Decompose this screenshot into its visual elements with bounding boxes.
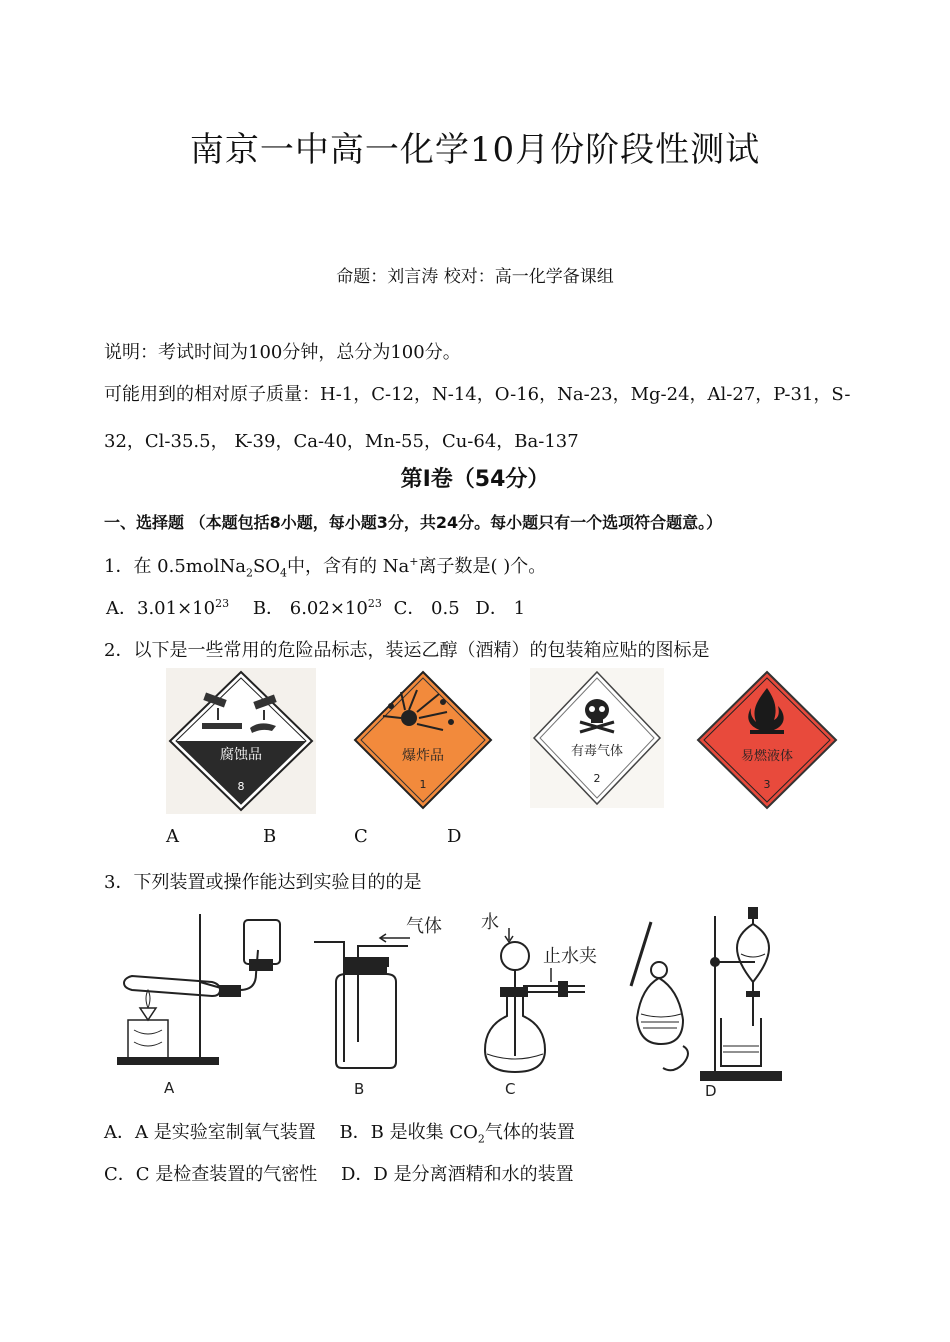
q1-suffix: 离子数是( )个。	[418, 556, 547, 577]
q3-options-row-2	[104, 1160, 574, 1186]
q3-option-b-prefix: B．B 是收集 CO	[339, 1122, 478, 1143]
fig-label-d: D	[705, 1082, 717, 1100]
instructions: 说明：考试时间为100分钟，总分为100分。	[104, 342, 461, 363]
explosive-sign	[351, 668, 495, 812]
fig-label-b: B	[354, 1080, 365, 1098]
apparatus-a	[108, 910, 288, 1100]
q1-sup-plus: +	[409, 555, 419, 568]
q1-sub-2: 2	[245, 566, 253, 580]
q1-sub-4: 4	[280, 566, 288, 580]
toxic-gas-number: 2	[593, 772, 601, 785]
apparatus-d	[625, 906, 790, 1101]
q1-option-b: B． 6.02×10	[252, 598, 368, 619]
fig-label-c: C	[505, 1080, 516, 1098]
q3-option-c: C．C 是检查装置的气密性	[104, 1164, 318, 1185]
q3-option-b-suffix: 气体的装置	[484, 1122, 575, 1143]
section-title: 第Ⅰ卷（54分）	[400, 467, 550, 492]
atomic-masses-line-1: 可能用到的相对原子质量：H-1，C-12，N-14，O-16，Na-23，Mg-24，Al-27，P-31，S-	[104, 384, 851, 405]
part-heading: 一、选择题 （本题包括8小题，每小题3分，共24分。每小题只有一个选项符合题意。）	[104, 513, 723, 532]
q2-letter-d: D	[447, 826, 462, 847]
q2-letter-c: C	[354, 826, 368, 847]
flammable-liquid-sign	[694, 668, 840, 812]
explosive-number: 1	[419, 778, 427, 791]
question-1	[104, 552, 546, 578]
flammable-liquid-number: 3	[763, 778, 771, 791]
apparatus-b	[310, 910, 470, 1100]
q1-option-c: C． 0.5	[393, 598, 460, 619]
q1-mid1: SO	[252, 556, 281, 577]
explosive-label: 爆炸品	[402, 748, 444, 764]
clamp-label: 止水夹	[543, 946, 597, 967]
q2-letter-b: B	[263, 826, 277, 847]
toxic-gas-label: 有毒气体	[570, 744, 624, 759]
author-line: 命题：刘言涛 校对：高一化学备课组	[336, 267, 614, 287]
q3-option-a: A．A 是实验室制氧气装置	[104, 1122, 316, 1143]
q1-option-d: D． 1	[475, 598, 526, 619]
q1-mid2: 中，含有的 Na	[287, 556, 410, 577]
fig-label-a: A	[164, 1079, 175, 1097]
q3-option-b	[339, 1122, 575, 1146]
q1-option-b-exp: 23	[367, 597, 382, 610]
apparatus-c	[475, 906, 620, 1101]
question-2: 2．以下是一些常用的危险品标志，装运乙醇（酒精）的包装箱应贴的图标是	[104, 640, 710, 661]
q2-letter-a: A	[166, 826, 179, 847]
water-label: 水	[481, 912, 499, 933]
q1-prefix: 1．在 0.5molNa	[104, 556, 246, 577]
toxic-gas-sign	[530, 668, 664, 808]
q1-option-a: A．3.01×10	[106, 598, 216, 619]
flammable-liquid-label: 易燃液体	[740, 749, 794, 764]
atomic-masses-line-2: 32，Cl-35.5， K-39，Ca-40，Mn-55，Cu-64，Ba-137	[104, 431, 579, 452]
q1-options	[106, 594, 525, 620]
corrosive-label: 腐蚀品	[220, 747, 262, 763]
q3-option-b-sub: 2	[477, 1132, 485, 1146]
gas-label: 气体	[406, 916, 442, 937]
page-title: 南京一中高一化学10月份阶段性测试	[189, 130, 761, 170]
corrosive-number: 8	[237, 780, 245, 793]
question-3: 3．下列装置或操作能达到实验目的的是	[104, 872, 422, 893]
q1-option-a-exp: 23	[215, 597, 230, 610]
corrosive-sign	[166, 668, 316, 814]
q3-options-row-1	[104, 1118, 575, 1144]
q3-option-d: D．D 是分离酒精和水的装置	[341, 1164, 574, 1185]
